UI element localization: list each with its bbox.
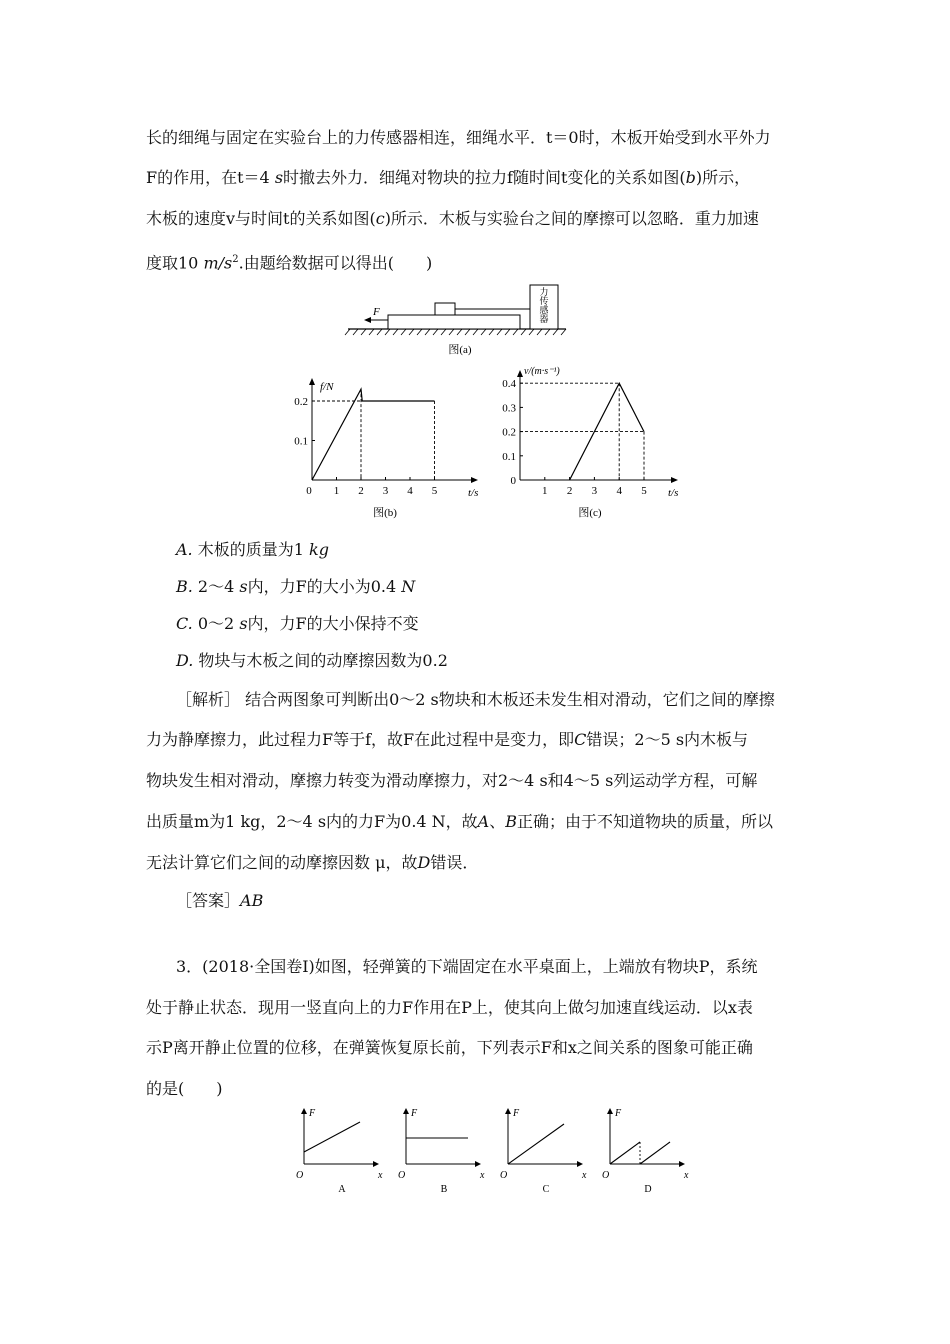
q3-x-label: x [684, 1170, 689, 1181]
q3-line-2: 处于静止状态．现用一竖直向上的力F作用在P上，使其向上做匀加速直线运动．以x表 [146, 998, 753, 1017]
analysis-line-1: ［解析］ 结合两图象可判断出0～2 s物块和木板还未发生相对滑动，它们之间的摩擦 [176, 690, 775, 709]
x-tick-label: 2 [566, 485, 573, 497]
x-axis-label: t/s [468, 487, 479, 499]
analysis-line-2: 力为静摩擦力，此过程力F等于f，故F在此过程中是变力，即C错误；2～5 s内木板与 [146, 730, 749, 749]
q3-x-axis-arrow [475, 1161, 481, 1167]
analysis-line-4: 出质量m为1 kg，2～4 s内的力F为0.4 N，故A、B正确；由于不知道物块的质量，所以 [146, 812, 774, 831]
q3-y-label: F [309, 1108, 316, 1119]
y-tick-label: 0.4 [502, 378, 516, 391]
q3-origin-label: O [296, 1170, 304, 1181]
intro-line-2: F的作用，在t＝4 s时撤去外力．细绳对物块的拉力f随时间t变化的关系如图(b)所示， [146, 168, 751, 187]
q3-origin-label: O [602, 1170, 610, 1181]
table-hatching [345, 329, 566, 335]
sensor-char-1: 力 [539, 287, 549, 297]
q3-y-axis-arrow [505, 1108, 511, 1114]
wooden-board [388, 315, 520, 329]
q3-origin-label: O [398, 1170, 406, 1181]
intro-line-3: 木板的速度v与时间t的关系如图(c)所示．木板与实验台之间的摩擦可以忽略．重力加速 [146, 209, 759, 228]
sensor-char-3: 感 [539, 305, 549, 315]
x-tick-label: 5 [431, 485, 438, 497]
x-tick-label: 4 [407, 485, 413, 497]
y-axis-label: f/N [320, 381, 334, 393]
q3-y-label: F [513, 1108, 520, 1119]
analysis-line-5: 无法计算它们之间的动摩擦因数 μ，故D错误． [146, 853, 479, 872]
y-tick-label: 0.1 [294, 435, 308, 448]
x-tick-label: 2 [358, 485, 364, 497]
y-tick-label: 0 [510, 475, 516, 487]
answer-line: ［答案］AB [176, 891, 264, 910]
block [435, 303, 455, 315]
figure-b-caption: 图(b) [373, 507, 397, 519]
option-a: A. 木板的质量为1 kg [176, 540, 329, 559]
q3-line-3: 示P离开静止位置的位移，在弹簧恢复原长前，下列表示F和x之间关系的图象可能正确 [146, 1038, 753, 1057]
q3-graph-d-line-1 [610, 1142, 640, 1164]
q3-y-axis-arrow [301, 1108, 307, 1114]
y-axis-label: v/(m·s⁻¹) [524, 366, 560, 377]
q3-graph-label: C [542, 1184, 550, 1195]
figure-b-chart [290, 368, 490, 523]
q3-origin-label: O [500, 1170, 508, 1181]
intro-line-4: 度取10 $m/s^2$.由题给数据可以得出( ) [146, 253, 433, 273]
y-tick-label: 0.3 [502, 402, 516, 415]
q3-graph-c-line [508, 1124, 564, 1164]
y-tick-label: 0.2 [294, 396, 308, 408]
q3-graph-label: A [338, 1184, 346, 1195]
y-tick-label: 0.2 [502, 426, 516, 439]
figure-a-caption: 图(a) [448, 344, 472, 356]
x-tick-label: 0 [306, 485, 312, 497]
q3-graph-a-line [304, 1122, 360, 1152]
figure-c-chart [490, 360, 700, 523]
sensor-char-4: 器 [539, 314, 549, 324]
force-arrow-head [364, 317, 371, 323]
q3-y-label: F [615, 1108, 622, 1119]
x-tick-label: 1 [542, 485, 548, 497]
sensor-char-2: 传 [539, 296, 549, 306]
x-tick-label: 5 [641, 485, 647, 497]
f-series-line [312, 389, 435, 480]
option-b: B. 2～4 s内，力F的大小为0.4 N [176, 577, 416, 596]
option-d: D. 物块与木板之间的动摩擦因数为0.2 [176, 651, 448, 670]
q3-x-label: x [582, 1170, 587, 1181]
option-c: C. 0～2 s内，力F的大小保持不变 [176, 614, 419, 633]
x-tick-label: 3 [382, 485, 389, 497]
q3-line-4: 的是( ) [146, 1079, 223, 1098]
q3-graph-d-line-2 [640, 1142, 670, 1164]
y-axis-arrow [309, 378, 315, 385]
x-tick-label: 1 [333, 485, 340, 497]
q3-graph-label: B [440, 1184, 448, 1195]
figure-a [340, 282, 580, 360]
q3-y-axis-arrow [607, 1108, 613, 1114]
x-tick-label: 3 [591, 485, 598, 497]
q3-option-graphs [290, 1102, 690, 1202]
analysis-line-3: 物块发生相对滑动，摩擦力转变为滑动摩擦力，对2～4 s和4～5 s列运动学方程，可解 [146, 771, 758, 790]
q3-x-axis-arrow [577, 1161, 583, 1167]
intro-line-1: 长的细绳与固定在实验台上的力传感器相连，细绳水平．t＝0时，木板开始受到水平外力 [146, 128, 771, 147]
q3-x-axis-arrow [679, 1161, 685, 1167]
q3-x-label: x [480, 1170, 485, 1181]
force-label: F [373, 306, 380, 318]
y-axis-arrow [517, 370, 523, 377]
y-tick-label: 0.1 [502, 450, 516, 463]
q3-graph-label: D [644, 1184, 652, 1195]
q3-y-axis-arrow [403, 1108, 409, 1114]
q3-x-label: x [378, 1170, 383, 1181]
x-axis-arrow [671, 477, 678, 483]
x-axis-arrow [471, 477, 478, 483]
sensor-label [539, 286, 548, 324]
q3-x-axis-arrow [373, 1161, 379, 1167]
q3-y-label: F [411, 1108, 418, 1119]
x-tick-label: 4 [616, 485, 622, 497]
x-axis-label: t/s [668, 487, 679, 499]
figure-c-caption: 图(c) [578, 507, 602, 519]
q3-line-1: 3．(2018·全国卷Ⅰ)如图，轻弹簧的下端固定在水平桌面上，上端放有物块P，系统 [176, 957, 758, 976]
